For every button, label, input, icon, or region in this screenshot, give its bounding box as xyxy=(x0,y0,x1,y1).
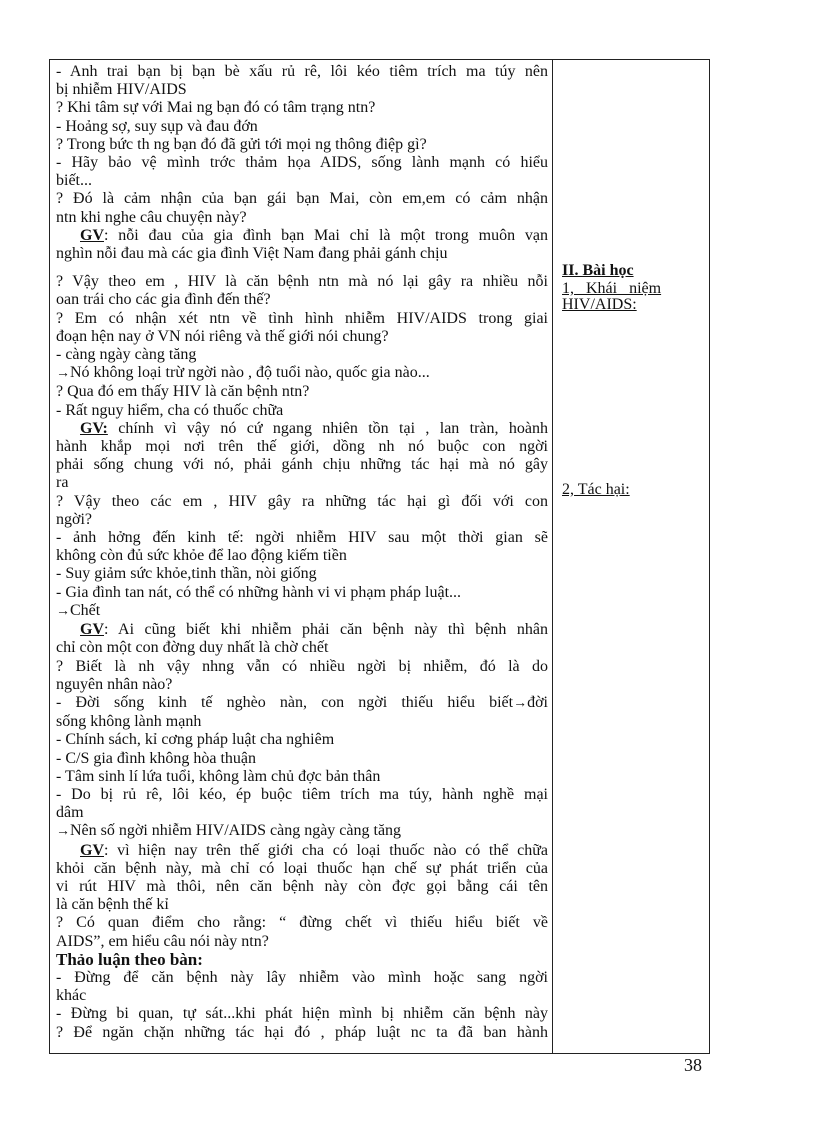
line-text: đời xyxy=(527,693,548,711)
text-line xyxy=(56,786,548,804)
line-text: khác xyxy=(56,987,87,1005)
line-text: ? Để ngăn chặn những tác hại đó , pháp luật nc ta đã ban hành xyxy=(56,1023,548,1041)
line-text: ? Có quan điểm cho rằng: “ đừng chết vì thiếu hiểu biết về xyxy=(56,914,548,932)
teacher-label: GV xyxy=(80,621,104,639)
text-line xyxy=(56,364,548,383)
line-text: : Ai cũng biết khi nhiễm phải căn bệnh này thì bệnh nhân xyxy=(104,621,548,639)
line-text: dâm xyxy=(56,804,84,822)
text-line xyxy=(56,933,548,951)
line-text: : vì hiện nay trên thế giới cha có loại thuốc nào có thể chữa xyxy=(104,841,548,859)
line-text: - Chính sách, kỉ cơng pháp luật cha nghiêm xyxy=(56,731,335,749)
text-line xyxy=(56,172,548,190)
line-text: - Đừng để căn bệnh này lây nhiễm vào mình hoặc sang ngời xyxy=(56,968,548,986)
text-line xyxy=(56,731,548,749)
arrow-icon: → xyxy=(56,366,70,382)
line-text: ? Vậy theo các em , HIV gây ra những tác hại gì đối với con xyxy=(56,492,548,510)
text-line xyxy=(56,658,548,676)
line-text: bị nhiễm HIV/AIDS xyxy=(56,81,187,99)
discussion-heading xyxy=(56,951,548,969)
text-line xyxy=(56,245,548,263)
text-line xyxy=(56,914,548,932)
text-line xyxy=(56,713,548,731)
text-line xyxy=(56,694,548,713)
line-text: ? Đó là cảm nhận của bạn gái bạn Mai, còn em,em có cảm nhận xyxy=(56,190,548,208)
text-line xyxy=(56,438,548,456)
teacher-label: GV xyxy=(80,226,104,244)
text-line xyxy=(56,190,548,208)
line-text: AIDS”, em hiểu câu nói này ntn? xyxy=(56,932,269,950)
line-text: ? Em có nhận xét ntn về tình hình nhiễm HIV/AIDS trong giai xyxy=(56,309,548,327)
line-text: - Suy giảm sức khỏe,tinh thần, nòi giống xyxy=(56,565,317,583)
concept-heading: 1, Khái niệm HIV/AIDS: xyxy=(562,280,662,313)
line-text: ? Khi tâm sự với Mai ng bạn đó có tâm trạng ntn? xyxy=(56,99,376,117)
line-text: đoạn hện nay ở VN nói riêng và thế giới nói chung? xyxy=(56,327,389,345)
text-line xyxy=(56,136,548,154)
text-line xyxy=(56,822,548,841)
text-line xyxy=(56,676,548,694)
text-line xyxy=(56,969,548,987)
spacer xyxy=(56,263,548,273)
arrow-icon: → xyxy=(56,824,70,840)
line-text: ngời? xyxy=(56,510,93,528)
text-line xyxy=(56,547,548,565)
section-title: II. Bài học xyxy=(562,262,634,279)
text-line xyxy=(56,1024,548,1042)
line-text: chỉ còn một con đờng duy nhất là chờ chết xyxy=(56,639,329,657)
line-text: : nỗi đau của gia đình bạn Mai chỉ là một trong muôn vạn xyxy=(104,226,548,244)
text-line xyxy=(56,860,548,878)
line-text: Chết xyxy=(70,601,101,619)
line-text: nghìn nỗi đau mà các gia đình Việt Nam đang phải gánh chịu xyxy=(56,245,448,263)
text-line xyxy=(56,1005,548,1023)
line-text: phải sống chung với nó, phải gánh chịu những tác hại mà nó gây xyxy=(56,456,548,474)
text-line xyxy=(56,529,548,547)
text-line xyxy=(56,420,548,438)
line-text: là căn bệnh thế kỉ xyxy=(56,896,169,914)
text-line xyxy=(56,99,548,117)
line-text: hành khắp mọi nơi trên thế giới, dồng nh nó buộc con ngời xyxy=(56,438,548,456)
page-number: 38 xyxy=(684,1055,702,1075)
line-text: - Hoảng sợ, suy sụp và đau đớn xyxy=(56,117,258,135)
text-line xyxy=(56,804,548,822)
line-text: oan trái cho các gia đình đến thế? xyxy=(56,291,271,309)
text-line xyxy=(56,227,548,245)
text-line xyxy=(56,118,548,136)
line-text: - Gia đình tan nát, có thể có những hành vi vi phạm pháp luật... xyxy=(56,583,462,601)
line-text: - Do bị rủ rê, lôi kéo, ép buộc tiêm trích ma túy, hành nghề mại xyxy=(56,785,548,803)
line-text: ? Biết là nh vậy nhng vẫn có nhiều ngời bị nhiễm, đó là do xyxy=(56,657,548,675)
line-text: không còn đủ sức khỏe để lao động kiếm tiền xyxy=(56,547,347,565)
text-line xyxy=(56,750,548,768)
column-divider xyxy=(552,59,553,1054)
text-line xyxy=(56,154,548,172)
arrow-icon: → xyxy=(56,603,70,619)
text-line xyxy=(56,383,548,401)
line-text: chính vì vậy nó cứ ngang nhiên tồn tại , lan tràn, hoành xyxy=(107,419,548,437)
text-line xyxy=(56,565,548,583)
line-text: - Tâm sinh lí lứa tuổi, không làm chủ đợc bản thân xyxy=(56,767,381,785)
text-line xyxy=(56,310,548,328)
line-text: - càng ngày càng tăng xyxy=(56,346,197,364)
line-text: - Đừng bi quan, tự sát...khi phát hiện mình bị nhiễm căn bệnh này xyxy=(56,1005,548,1023)
line-text: ntn khi nghe câu chuyện này? xyxy=(56,208,247,226)
text-line xyxy=(56,63,548,81)
text-line xyxy=(56,328,548,346)
text-line xyxy=(56,987,548,1005)
line-text: - Hãy bảo vệ mình trớc thảm họa AIDS, sống lành mạnh có hiểu xyxy=(56,154,548,172)
text-line xyxy=(56,842,548,860)
text-line xyxy=(56,768,548,786)
line-text: Nên số ngời nhiễm HIV/AIDS càng ngày càng tăng xyxy=(70,822,402,840)
line-text: nguyên nhân nào? xyxy=(56,675,173,693)
text-line xyxy=(56,209,548,227)
text-line xyxy=(56,896,548,914)
text-line xyxy=(56,402,548,420)
text-line xyxy=(56,621,548,639)
line-text: sống không lành mạnh xyxy=(56,713,202,731)
line-text: ra xyxy=(56,474,69,492)
left-column xyxy=(56,63,548,1051)
text-line xyxy=(56,273,548,291)
line-text: ? Qua đó em thấy HIV là căn bệnh ntn? xyxy=(56,383,310,401)
text-line xyxy=(56,511,548,529)
line-text: khỏi căn bệnh này, mà chỉ có loại thuốc hạn chế sự phát triển của xyxy=(56,859,548,877)
text-line xyxy=(56,584,548,602)
teacher-label: GV xyxy=(80,841,104,859)
line-text: - ảnh hởng đến kinh tế: ngời nhiễm HIV sau một thời gian sẽ xyxy=(56,529,548,547)
text-line xyxy=(56,456,548,474)
text-line xyxy=(56,639,548,657)
harm-heading: 2, Tác hại: xyxy=(562,481,630,498)
teacher-label: GV: xyxy=(80,419,108,437)
text-line xyxy=(56,602,548,621)
line-text: - Anh trai bạn bị bạn bè xấu rủ rê, lôi kéo tiêm trích ma túy nên xyxy=(56,63,548,80)
line-text: biết... xyxy=(56,172,92,190)
line-text: Nó không loại trừ ngời nào , độ tuổi nào, quốc gia nào... xyxy=(70,364,430,382)
text-line xyxy=(56,493,548,511)
line-text: Thảo luận theo bàn: xyxy=(56,950,203,969)
line-text: vi rút HIV mà thôi, nên căn bệnh này còn đợc gọi bằng cái tên xyxy=(56,877,548,895)
line-text: ? Trong bức th ng bạn đó đã gửi tới mọi ng thông điệp gì? xyxy=(56,135,427,153)
line-text: ? Vậy theo em , HIV là căn bệnh ntn mà nó lại gây ra nhiều nỗi xyxy=(56,273,548,291)
line-text: - Đời sống kinh tế nghèo nàn, con ngời thiếu hiểu biết xyxy=(56,693,514,711)
text-line xyxy=(56,474,548,492)
text-line xyxy=(56,346,548,364)
arrow-icon: → xyxy=(513,695,528,711)
text-line xyxy=(56,878,548,896)
line-text: - C/S gia đình không hòa thuận xyxy=(56,749,256,767)
line-text: - Rất nguy hiểm, cha có thuốc chữa xyxy=(56,401,284,419)
text-line xyxy=(56,291,548,309)
text-line xyxy=(56,81,548,99)
